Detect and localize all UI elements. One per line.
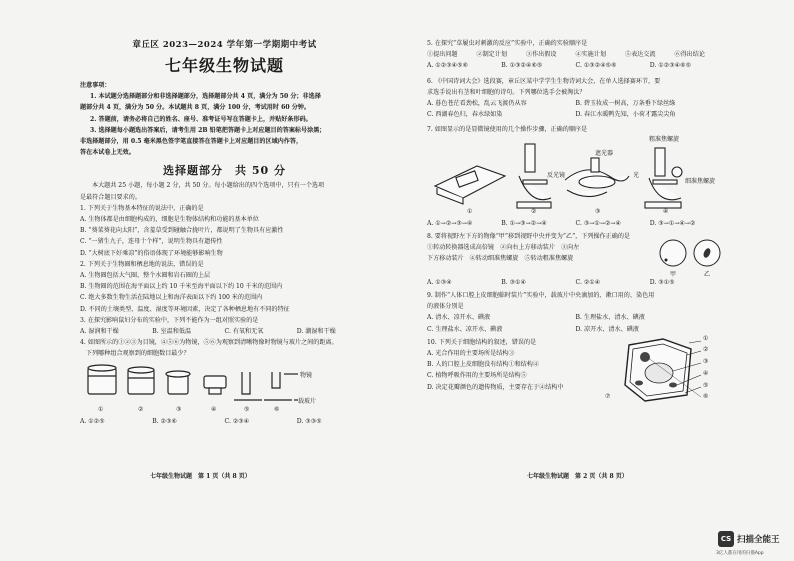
q4-stem: 下列哪种组合观察到的细胞数目最少？ [86,350,190,358]
q5-stem: 5. 在探究“草履虫对刺激的反应”实验中，正确的实验顺序是 [427,40,588,47]
notice-line: 答在本试卷上无效。 [80,149,135,157]
q6-options-row1 [427,98,724,109]
scanner-watermark [716,525,794,561]
notice-line: 3. 选择题每小题选出答案后，请考生用 2B 铅笔把答题卡上对应题目的答案标号涂黑； [90,126,326,134]
q6-option-b: B. 碧玉妆成一树高，万条垂下绿丝绦 [575,100,676,108]
q3-stem: 3. 在探究影响鼠妇分布的实验中，下列不能作为一组对照实验的是 [80,316,259,324]
plant-cell-illustration [617,335,713,405]
q6-option-a: A. 暮色苍茫看劲松，乱云飞渡仍从容 [427,100,527,108]
mark-1: ① [467,207,473,215]
q10-option-a: A. 光合作用的主要场所是结构③ [427,350,515,358]
q5-options [427,60,724,71]
label-coarse: 粗准焦螺旋 [649,135,680,143]
q9-option-c: C. 生理盐水、凉开水、碘液 [427,325,503,333]
q5-steps [427,49,724,60]
mark-3: ③ [595,207,601,215]
q10-stem: 10. 下列关于细胞结构的叙述，错误的是 [427,338,537,346]
eyepiece-1 [88,365,116,394]
exam-title: 七年级生物试题 [164,56,284,75]
q6-option-c: C. 西湖春色归，春水绿如染 [427,111,503,119]
q8-choices: ①转动转换器选成高倍镜 ②向右上方移动装片 ③向左 [427,244,580,252]
q1-stem: 1. 下列关于生物基本特征的说法中，正确的是 [80,204,204,212]
lens-illustration [84,360,334,408]
mark-2: ② [138,405,144,413]
q8-block [427,231,724,277]
q9-option-d: D. 凉开水、清水、碘液 [575,325,639,333]
q4-figure [80,360,369,416]
q10-option-b: B. 人的口腔上皮细胞没有结构①和结构④ [427,361,539,369]
label-light: 光 [633,171,640,179]
q2-option-b: B. 生物圈的范围在海平面以上约 10 千米至海平面以下约 10 千米的范围内 [80,283,283,291]
q3-option-b: B. 室温和低温 [152,328,192,336]
mark-5: ⑤ [244,405,250,413]
q7-stem: 7. 如图显示的是显微镜使用的几个操作步骤，正确的顺序是 [427,126,588,134]
q1-option-b: B. “葵菜葵花向太阳”，含羞草受到碰触合拢叶片，都说明了生物具有应激性 [80,227,284,235]
q6-options-row2 [427,109,724,120]
q3-option-a: A. 湿润和干燥 [80,328,119,336]
q6-stem: 求选手说出有茎和叶细胞的诗句。下列哪位选手会被淘汰？ [427,88,586,96]
q2-option-c: C. 绝大多数生物生活在陆地以上和海洋表面以下约 100 米的范围内 [80,294,263,302]
q9-stem: 9. 制作“人体口腔上皮细胞临时装片”实验中，载玻片中央滴加的、漱口用的、染色用 [427,292,655,300]
cell-mark-7: ⑦ [605,392,611,400]
q6-stem: 6. 《中国诗词大会》选段赛，章丘区某中学学生生物诗词大会，在单人选择赛环节，要 [427,77,661,85]
q2-stem: 2. 下列关于生物圈和栖息地的说法，错误的是 [80,260,204,268]
q8-option-c: C. ②①④ [575,278,601,286]
q5-step: ⑥得出结论 [674,51,705,59]
mark-6: ⑥ [274,405,280,413]
notice-title: 注意事项： [80,82,111,89]
q9-option-b: B. 生理盐水、清水、碘液 [575,314,645,322]
cell-mark-3: ③ [703,357,709,365]
mark-4: ④ [211,405,217,413]
q9-option-a: A. 清水、凉开水、碘液 [427,314,491,322]
label-fine: 细准焦螺旋 [685,177,716,185]
q10-option-c: C. 植物呼吸作用的主要场所是结构⑤ [427,372,527,380]
scanner-tagline: 3亿人都在用的扫描App [716,551,764,556]
mark-4: ④ [663,207,669,215]
q10-block [427,334,724,407]
q2-option-a: A. 生物圈包括大气圈、整个水圈和岩石圈的上层 [80,272,211,280]
q1-option-d: D. “大树底下好乘凉”的俗语体现了环境能够影响生物 [80,249,223,257]
notice-line: 2. 答题前，请务必将自己的姓名、座号、准考证号写在答题卡上，并贴好条形码。 [90,115,312,123]
q5-step: ⑤表达交流 [625,51,656,59]
q8-stem: 8. 要将视野左下方的物像“甲”移到视野中央并变为“乙”，下列操作正确的是 [427,232,631,240]
q4-option-c: C. ②③④ [224,417,250,425]
q4-stem: 4. 如图所示的①②③为目镜，④⑤⑥为物镜，⑤⑥为观察到清晰物像时物镜与玻片之间的距离。 [80,339,338,347]
label-objective: 物镜 [300,371,313,379]
right-footer: 七年级生物试题 第 2 页（共 8 页） [527,473,628,480]
q8-option-a: A. ①③④ [427,278,452,286]
step-3-drawing [565,158,629,197]
q2-option-d: D. 不同的土壤类型、温度、湿度等环境因素，决定了各种栖息地有不同的特征 [80,305,290,313]
notice-line: 非选择题部分，用 0.5 毫米黑色签字笔直接答在答题卡上对应题目的区域内作答， [80,138,303,146]
q1-option-a: A. 生物体都是由细胞构成的，细胞是生物体结构和功能的基本单位 [80,216,259,224]
q5-step: ④实施计划 [575,51,606,59]
mark-2: ② [531,207,537,215]
notice-line: 题部分共 4 页，满分为 50 分。本试题共 8 页，满分 100 分，考试用时 60 分钟。 [80,104,310,112]
objective-4 [204,376,226,394]
section-title: 选择题部分 共 50 分 [163,164,286,178]
q7-option-b: B. ①→③→②→④ [501,219,547,227]
q8-choices: 下方移动装片 ④转动细准焦螺旋 ⑤转动粗准焦螺旋 [427,255,574,263]
q3-option-d: D. 潮湿和干燥 [296,328,336,336]
section-desc: 本大题共 25 小题，每小题 2 分，共 50 分。每小题给出的四个选项中，只有一个选项 [92,182,325,190]
q10-option-d: D. 决定花瓣颜色的遗传物质，主要存在于④结构中 [427,383,564,391]
q7-option-d: D. ③→①→④→② [649,219,696,227]
objective-6 [264,372,298,400]
notice-line: 1. 本试题分选择题部分和非选择题部分，选择题部分共 4 页，满分为 50 分；非选择 [90,93,321,101]
mark-1: ① [98,405,104,413]
q4-option-a: A. ①②⑤ [80,417,105,425]
q7-options [427,218,724,229]
q9-options-row2 [427,324,724,335]
eyepiece-3 [166,371,190,394]
q5-option-b: B. ①③②④⑥⑤ [501,62,543,70]
q5-step: ③作出假设 [526,51,557,59]
mark-jia: 甲 [670,270,677,278]
cell-mark-1: ① [703,334,709,342]
q9-stem: 的液体分别是 [427,303,464,311]
q5-option-c: C. ①③②④⑤⑥ [575,62,617,70]
q5-option-d: D. ①②③④⑥⑤ [649,62,692,70]
scanner-logo-icon: CS [718,531,734,547]
q5-step: ②制定计划 [476,51,507,59]
q5-option-a: A. ①②③④⑤⑥ [427,62,469,70]
q8-option-b: B. ③①④ [501,278,526,286]
cell-mark-2: ② [703,345,709,353]
objective-5 [234,372,262,400]
right-page [397,0,794,561]
left-footer: 七年级生物试题 第 1 页（共 8 页） [150,473,251,480]
q7-option-c: C. ③→①→②→④ [575,219,621,227]
mark-yi: 乙 [704,270,711,278]
q4-option-b: B. ②③⑥ [152,417,177,425]
step-4-drawing [645,148,682,208]
label-diaphragm: 遮光器 [595,149,614,157]
cell-mark-6: ⑥ [703,392,709,400]
eyepiece-2 [128,367,154,394]
step-2-drawing [517,144,551,208]
cell-mark-5: ⑤ [703,381,709,389]
q3-options [80,326,369,337]
field-of-view-illustration [659,237,721,271]
scanner-name: 扫描全能王 [737,535,780,545]
label-mirror: 反光镜 [547,171,566,179]
q7-option-a: A. ①→②→③→④ [427,219,473,227]
label-slide: 载玻片 [298,397,317,405]
q4-options [80,416,369,427]
q4-option-d: D. ③③⑤ [296,417,322,425]
q3-option-c: C. 有氧和无氧 [224,328,264,336]
cell-mark-4: ④ [703,369,709,377]
q8-option-d: D. ③①⑤ [649,278,675,286]
q5-step: ①提出问题 [427,51,458,59]
section-desc: 是最符合题目要求的。 [80,193,141,201]
q8-options [427,277,724,288]
microscope-steps-illustration [427,136,717,214]
q9-options-row1 [427,312,724,323]
q1-option-c: C. “一猪生九子，连母十个样”，说明生物具有遗传性 [80,238,223,246]
q6-option-d: D. 春江水暖鸭先知，小荷才露尖尖角 [575,111,676,119]
q7-figure [427,136,724,218]
step-1-drawing [435,166,505,204]
exam-header: 章丘区 2023—2024 学年第一学期期中考试 [132,40,317,50]
mark-3: ③ [176,405,182,413]
